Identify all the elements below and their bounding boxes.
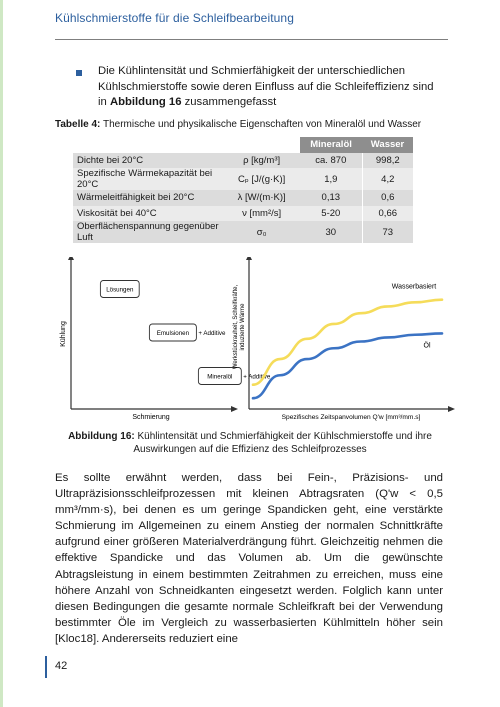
- table-cell-wasser: 4,2: [362, 168, 413, 190]
- header-rule: [55, 39, 448, 40]
- point-suffix: + Additive: [243, 373, 271, 381]
- bullet-square-icon: [76, 70, 82, 76]
- column-header: Wasser: [362, 137, 413, 153]
- table-cell-unit: ν [mm²/s]: [223, 206, 300, 222]
- table-cell-unit: Cₚ [J/(g·K)]: [223, 168, 300, 190]
- y-axis-arrow-icon: [68, 257, 74, 260]
- table-row: [73, 168, 413, 190]
- document-page: [3, 0, 500, 707]
- properties-table: [73, 137, 413, 243]
- point-label: Emulsionen: [156, 330, 190, 338]
- point-label: Lösungen: [106, 286, 134, 294]
- series-line-oel: [253, 333, 442, 398]
- figure-reference[interactable]: Abbildung 16: [109, 96, 182, 108]
- body-paragraph: Es sollte erwähnt werden, dass bei Fein-, Präzisions- und Ultrapräzisionsschleifprozessen mit kleinen Abtragsraten (Q'w < 0,5 mm³/mm·s), bei denen es um geringe Spandicken geht, eine verstärkte Schmierung im Allgemeinen zu einem Anstieg der normalen Schnittkräfte aufgrund einer größeren Materialverdrängung führt. Gleichzeitig nehmen die effektive Spandicke und das Volumen ab. Um die gewünschte Abtragsleistung in einem bestimmten Zeitrahmen zu erreichen, muss eine höhere Anzahl von Schneidkanten eingesetzt werden. Folglich kann unter diesen Bedingungen die gesamte normale Schleifkraft bei der Verwendung bestimmter Öle im Vergleich zu wasserbasierten Kühlmitteln höher sein [Kloc18]. Andererseits reduziert eine: [55, 472, 443, 645]
- table-row: [73, 206, 413, 222]
- series-label: Wasserbasiert: [391, 283, 437, 291]
- table-cell-property: Viskosität bei 40°C: [73, 206, 223, 222]
- bullet-paragraph: Die Kühlintensität und Schmierfähigkeit der unterschiedlichen Kühlschmierstoffe sowie deren Einfluss auf die Schleifeffizienz sind in Abbildung 16 zusammengefasst: [98, 65, 434, 108]
- table-cell-unit: σ₀: [223, 221, 300, 243]
- table-cell-property: Wärmeleitfähigkeit bei 20°C: [73, 190, 223, 206]
- table-cell-unit: λ [W/(m·K)]: [223, 190, 300, 206]
- table-cell-property: Oberflächenspannung gegenüber Luft: [73, 221, 223, 243]
- figure-caption: Abbildung 16: Kühlintensität und Schmierfähigkeit der Kühlschmierstoffe und ihre Auswirkungen auf die Effizienz des Schleifprozesses: [68, 431, 432, 455]
- left-chart-xlabel: Schmierung: [132, 414, 170, 421]
- table-cell-mineraloel: 30: [300, 221, 362, 243]
- table-caption: Tabelle 4: Thermische und physikalische Eigenschaften von Mineralöl und Wasser: [55, 119, 422, 130]
- table-cell-mineraloel: ca. 870: [300, 153, 362, 169]
- table-cell-wasser: 0,6: [362, 190, 413, 206]
- table-header-row: [73, 137, 413, 153]
- table-cell-property: Spezifische Wärmekapazität bei 20°C: [73, 168, 223, 190]
- table-cell-mineraloel: 1,9: [300, 168, 362, 190]
- table-cell-property: Dichte bei 20°C: [73, 153, 223, 169]
- point-suffix: + Additive: [198, 330, 226, 338]
- page-marker: [45, 656, 47, 678]
- table-cell-wasser: 0,66: [362, 206, 413, 222]
- table-cell-wasser: 998,2: [362, 153, 413, 169]
- table-cell-mineraloel: 0,13: [300, 190, 362, 206]
- table-row: [73, 190, 413, 206]
- series-label: Öl: [423, 342, 431, 350]
- x-axis-arrow-icon: [231, 406, 238, 412]
- efficiency-chart: [233, 257, 455, 421]
- column-header: Mineralöl: [300, 137, 362, 153]
- figure-charts: [55, 257, 475, 427]
- right-chart-xlabel: Spezifisches Zeitspanvolumen Q'w [mm³/mm.s]: [281, 414, 421, 421]
- running-header: Kühlschmierstoffe für die Schleifbearbeitung: [55, 11, 294, 25]
- point-label: Mineralöl: [207, 373, 233, 381]
- y-axis-arrow-icon: [246, 257, 252, 260]
- table-cell-unit: ρ [kg/m³]: [223, 153, 300, 169]
- table-cell-mineraloel: 5-20: [300, 206, 362, 222]
- page-number: 42: [55, 660, 68, 672]
- table-cell-wasser: 73: [362, 221, 413, 243]
- right-chart-ylabel-line: Werkstückrauheit, Schleifkräfte,: [233, 284, 239, 370]
- table-row: [73, 153, 413, 169]
- left-chart-ylabel: Kühlung: [60, 321, 67, 347]
- table-row: [73, 221, 413, 243]
- series-line-wasserbasiert: [253, 300, 442, 385]
- x-axis-arrow-icon: [448, 406, 455, 412]
- right-chart-ylabel-line: induzierte Wärme: [240, 303, 246, 351]
